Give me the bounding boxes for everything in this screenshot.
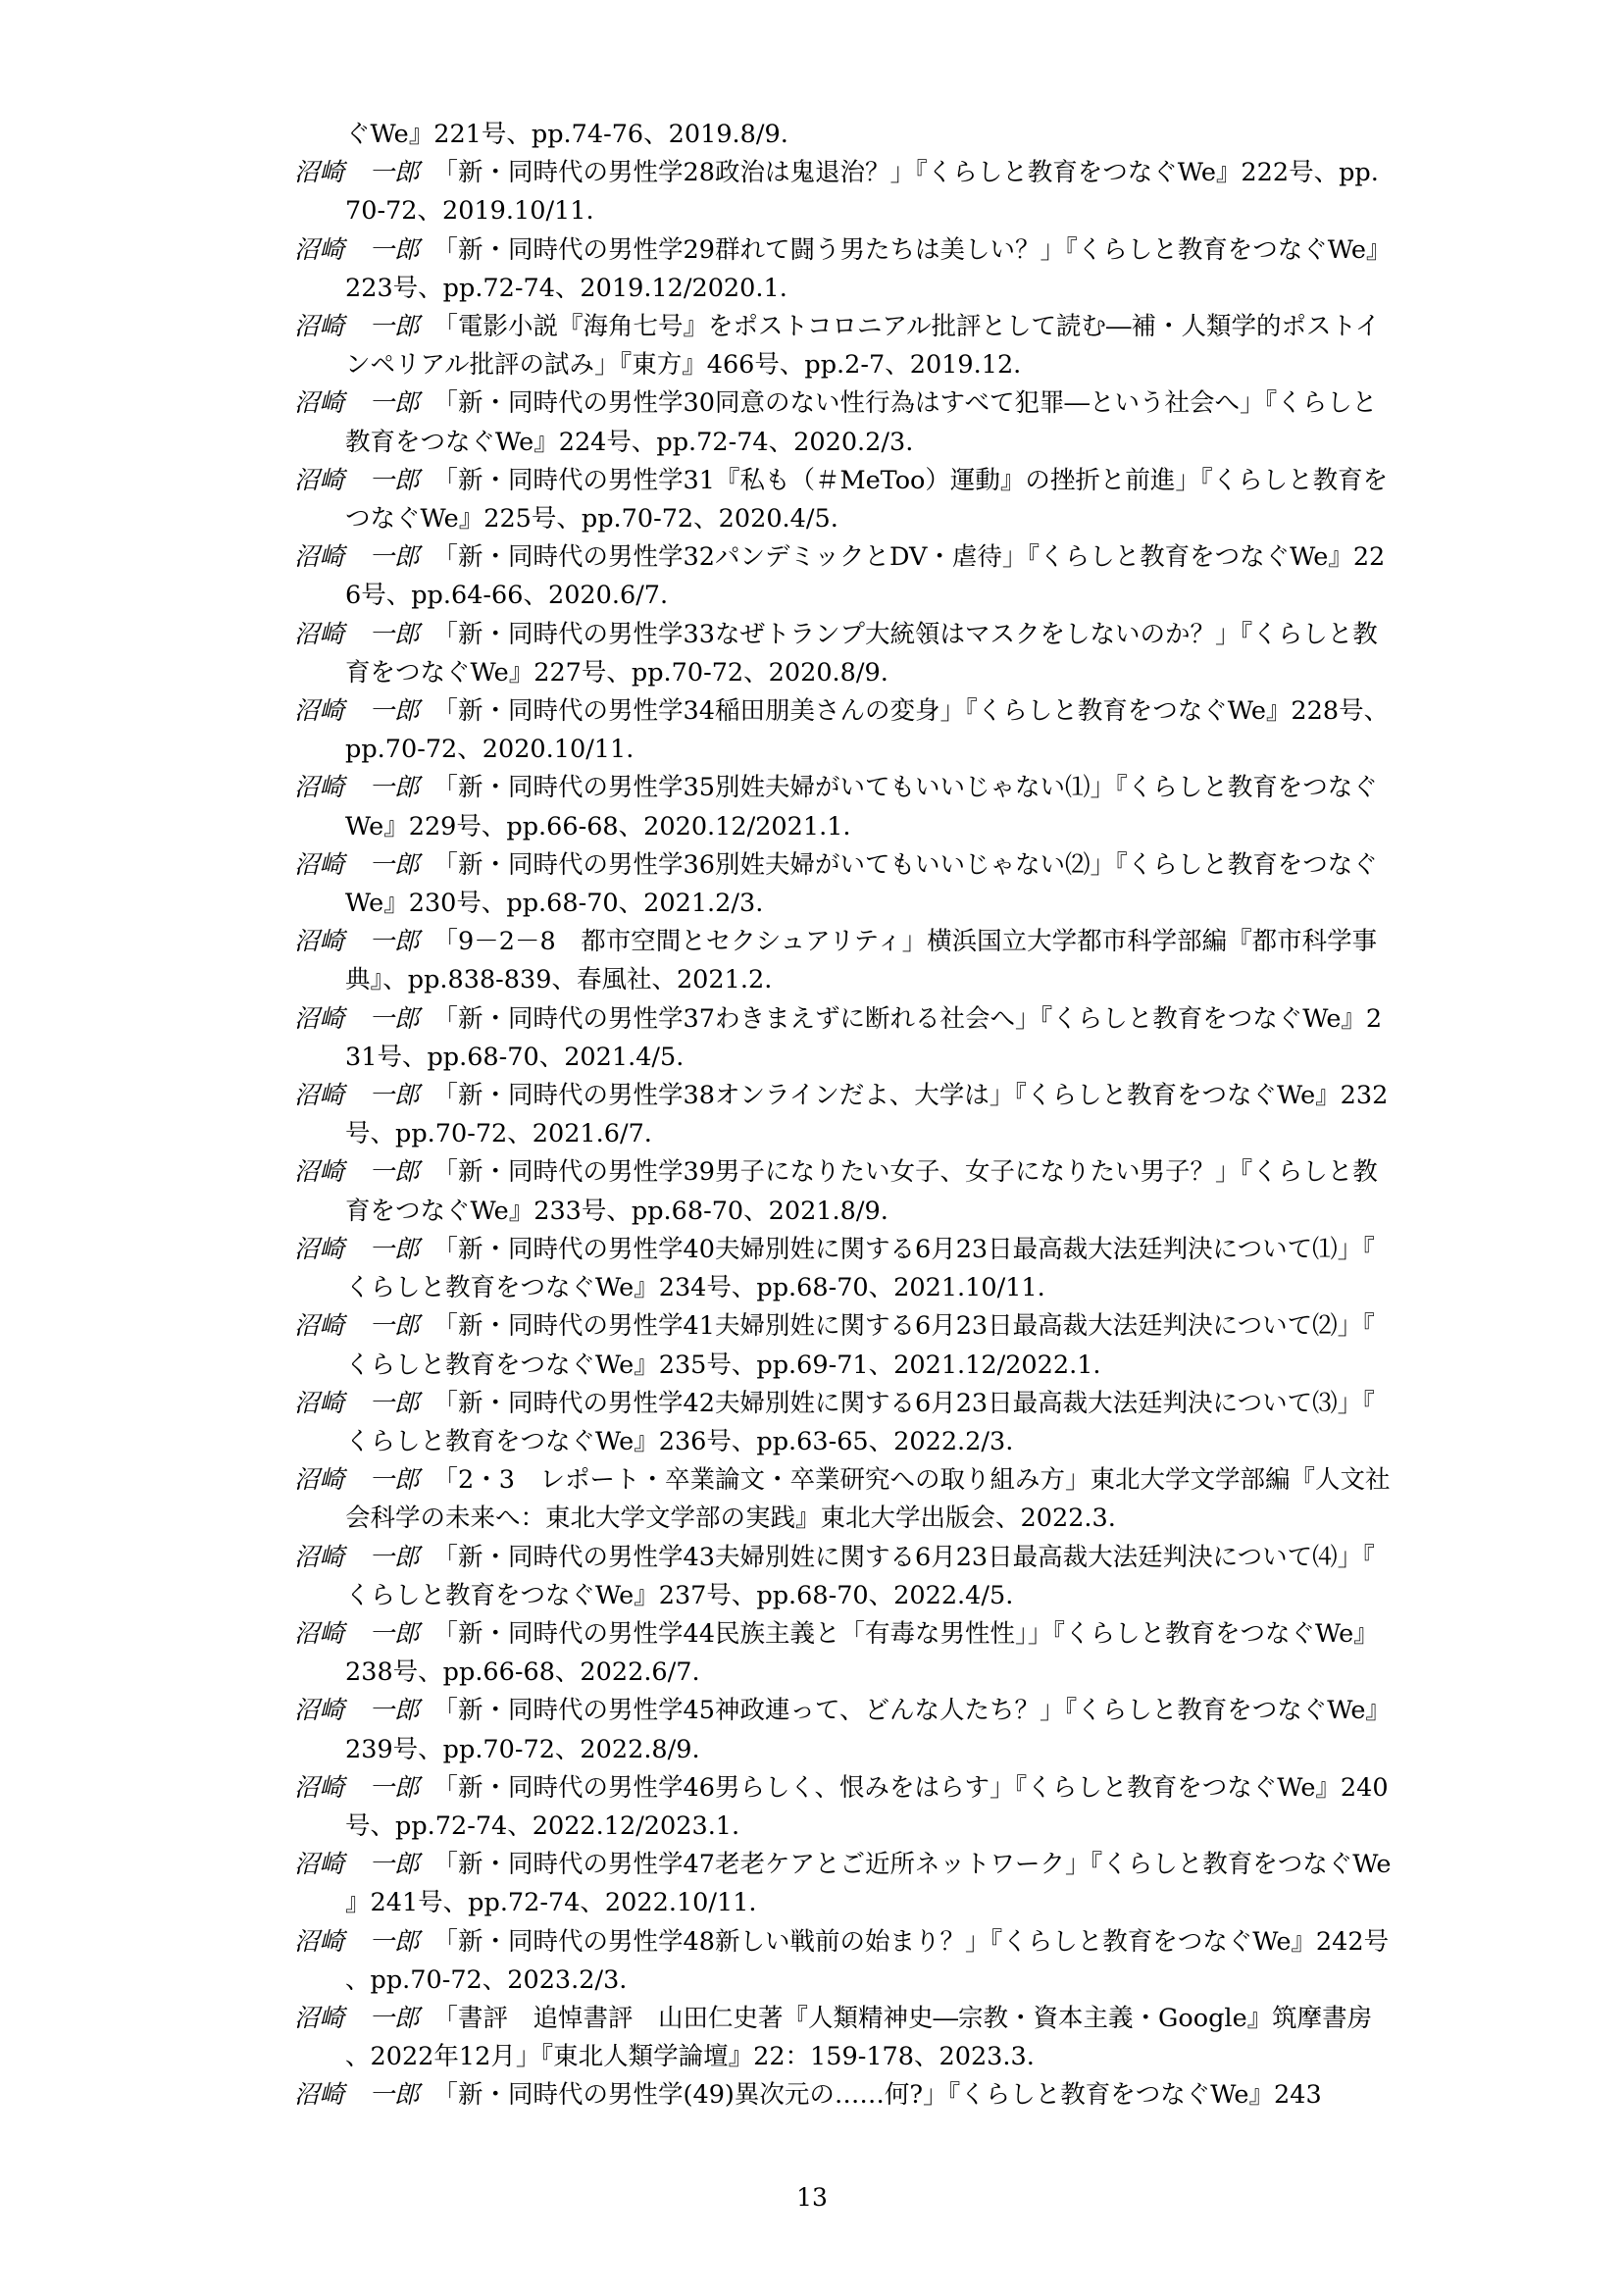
reference-entry <box>294 1307 1393 1384</box>
reference-entry <box>294 1923 1393 2000</box>
reference-entry <box>294 846 1393 923</box>
reference-author: 沼崎 一郎 <box>294 2003 420 2033</box>
reference-author: 沼崎 一郎 <box>294 158 420 188</box>
reference-entry <box>294 1692 1393 1768</box>
reference-entry <box>294 1769 1393 1846</box>
reference-entry <box>294 1615 1393 1692</box>
reference-text: 「新・同時代の男性学34稲田朋美さんの変身」『くらしと教育をつなぐWe』228号、pp.70-72、2020.10/11. <box>345 696 1390 765</box>
reference-text: 「2・3 レポート・卒業論文・卒業研究への取り組み方」東北大学文学部編『人文社会科学の未来へ：東北大学文学部の実践』東北大学出版会、2022.3. <box>345 1465 1391 1534</box>
reference-author: 沼崎 一郎 <box>294 619 420 649</box>
reference-author: 沼崎 一郎 <box>294 1542 420 1572</box>
reference-entry <box>294 1000 1393 1077</box>
reference-entry <box>294 923 1393 999</box>
reference-entry <box>294 154 1393 230</box>
reference-entry <box>294 1077 1393 1153</box>
reference-author: 沼崎 一郎 <box>294 312 420 342</box>
reference-list <box>294 116 1393 2116</box>
reference-author: 沼崎 一郎 <box>294 1465 420 1496</box>
reference-text: 「新・同時代の男性学40夫婦別姓に関する6月23日最高裁大法廷判決について⑴」『くらしと教育をつなぐWe』234号、pp.68-70、2021.10/11. <box>345 1234 1375 1303</box>
reference-author: 沼崎 一郎 <box>294 388 420 419</box>
reference-author: 沼崎 一郎 <box>294 1926 420 1957</box>
reference-text: 「書評 追悼書評 山田仁史著『人類精神史―宗教・資本主義・Google』筑摩書房、2022年12月」『東北人類学論壇』22：159-178、2023.3. <box>345 2003 1373 2072</box>
reference-author: 沼崎 一郎 <box>294 1388 420 1418</box>
reference-entry <box>294 1461 1393 1538</box>
reference-entry <box>294 462 1393 538</box>
reference-author: 沼崎 一郎 <box>294 773 420 803</box>
reference-author: 沼崎 一郎 <box>294 1696 420 1726</box>
reference-author: 沼崎 一郎 <box>294 1618 420 1649</box>
reference-text: 「新・同時代の男性学45神政連って、どんな人たち？」『くらしと教育をつなぐWe』239号、pp.70-72、2022.8/9. <box>345 1696 1391 1764</box>
reference-text: 「新・同時代の男性学44民族主義と「有毒な男性性」」『くらしと教育をつなぐWe』238号、pp.66-68、2022.6/7. <box>345 1618 1379 1688</box>
reference-entry <box>294 616 1393 692</box>
reference-continuation: ぐWe』221号、pp.74-76、2019.8/9. <box>345 120 788 149</box>
reference-author: 沼崎 一郎 <box>294 696 420 727</box>
reference-text: 「新・同時代の男性学33なぜトランプ大統領はマスクをしないのか？」『くらしと教育をつなぐWe』227号、pp.70-72、2020.8/9. <box>345 619 1378 688</box>
reference-text: 「新・同時代の男性学32パンデミックとDV・虐待」『くらしと教育をつなぐWe』226号、pp.64-66、2020.6/7. <box>345 542 1386 611</box>
reference-entry <box>294 1846 1393 1922</box>
reference-author: 沼崎 一郎 <box>294 927 420 957</box>
reference-text: 「新・同時代の男性学30同意のない性行為はすべて犯罪―という社会へ」『くらしと教育をつなぐWe』224号、pp.72-74、2020.2/3. <box>345 388 1378 457</box>
reference-author: 沼崎 一郎 <box>294 1311 420 1342</box>
reference-entry <box>294 1539 1393 1615</box>
reference-author: 沼崎 一郎 <box>294 1234 420 1264</box>
reference-text: 「新・同時代の男性学29群れて闘う男たちは美しい？」『くらしと教育をつなぐWe』223号、pp.72-74、2019.12/2020.1. <box>345 234 1392 303</box>
reference-text: 「新・同時代の男性学(49)異次元の……何?」『くらしと教育をつなぐWe』243 <box>432 2080 1322 2111</box>
reference-text: 「新・同時代の男性学35別姓夫婦がいてもいいじゃない⑴」『くらしと教育をつなぐWe』229号、pp.66-68、2020.12/2021.1. <box>345 773 1378 841</box>
reference-text: 「新・同時代の男性学31『私も（＃MeToo）運動』の挫折と前進」『くらしと教育をつなぐWe』225号、pp.70-72、2020.4/5. <box>345 465 1389 535</box>
reference-text: 「新・同時代の男性学37わきまえずに断れる社会へ」『くらしと教育をつなぐWe』231号、pp.68-70、2021.4/5. <box>345 1003 1383 1072</box>
reference-author: 沼崎 一郎 <box>294 1081 420 1111</box>
reference-entry <box>294 1153 1393 1230</box>
reference-author: 沼崎 一郎 <box>294 1850 420 1880</box>
reference-author: 沼崎 一郎 <box>294 849 420 880</box>
reference-text: 「新・同時代の男性学41夫婦別姓に関する6月23日最高裁大法廷判決について⑵」『くらしと教育をつなぐWe』235号、pp.69-71、2021.12/2022.1. <box>345 1311 1375 1380</box>
reference-text: 「9－2－8 都市空間とセクシュアリティ」横浜国立大学都市科学部編『都市科学事典』、pp.838-839、春風社、2021.2. <box>345 927 1378 995</box>
reference-author: 沼崎 一郎 <box>294 234 420 265</box>
reference-text: 「新・同時代の男性学43夫婦別姓に関する6月23日最高裁大法廷判決について⑷」『くらしと教育をつなぐWe』237号、pp.68-70、2022.4/5. <box>345 1542 1375 1610</box>
reference-author: 沼崎 一郎 <box>294 465 420 495</box>
reference-text: 「新・同時代の男性学38オンラインだよ、大学は」『くらしと教育をつなぐWe』232号、pp.70-72、2021.6/7. <box>345 1081 1389 1149</box>
reference-entry <box>294 1385 1393 1461</box>
reference-text: 「新・同時代の男性学36別姓夫婦がいてもいいじゃない⑵」『くらしと教育をつなぐWe』230号、pp.68-70、2021.2/3. <box>345 849 1378 919</box>
reference-text: 「電影小説『海角七号』をポストコロニアル批評として読む―補・人類学的ポストインペリアル批評の試み」『東方』466号、pp.2-7、2019.12. <box>345 312 1381 381</box>
reference-text: 「新・同時代の男性学39男子になりたい女子、女子になりたい男子？」『くらしと教育をつなぐWe』233号、pp.68-70、2021.8/9. <box>345 1157 1378 1226</box>
reference-author: 沼崎 一郎 <box>294 542 420 573</box>
reference-entry <box>294 2076 1393 2115</box>
page-number: 13 <box>796 2183 828 2212</box>
reference-author: 沼崎 一郎 <box>294 2080 420 2111</box>
reference-entry <box>294 769 1393 845</box>
reference-text: 「新・同時代の男性学42夫婦別姓に関する6月23日最高裁大法廷判決について⑶」『くらしと教育をつなぐWe』236号、pp.63-65、2022.2/3. <box>345 1388 1375 1456</box>
reference-author: 沼崎 一郎 <box>294 1003 420 1034</box>
reference-entry <box>294 692 1393 769</box>
reference-text: 「新・同時代の男性学48新しい戦前の始まり？」『くらしと教育をつなぐWe』242号、pp.70-72、2023.2/3. <box>345 1926 1390 1995</box>
reference-entry <box>294 231 1393 308</box>
reference-entry <box>294 308 1393 384</box>
reference-text: 「新・同時代の男性学46男らしく、恨みをはらす」『くらしと教育をつなぐWe』240号、pp.72-74、2022.12/2023.1. <box>345 1772 1389 1841</box>
reference-author: 沼崎 一郎 <box>294 1157 420 1188</box>
reference-entry <box>294 384 1393 461</box>
reference-entry <box>294 538 1393 615</box>
reference-text: 「新・同時代の男性学28政治は鬼退治？」『くらしと教育をつなぐWe』222号、pp.70-72、2019.10/11. <box>345 158 1379 227</box>
reference-text: 「新・同時代の男性学47老老ケアとご近所ネットワーク」『くらしと教育をつなぐWe』241号、pp.72-74、2022.10/11. <box>345 1850 1392 1918</box>
reference-entry <box>294 1231 1393 1307</box>
reference-author: 沼崎 一郎 <box>294 1772 420 1803</box>
reference-entry <box>294 2000 1393 2076</box>
